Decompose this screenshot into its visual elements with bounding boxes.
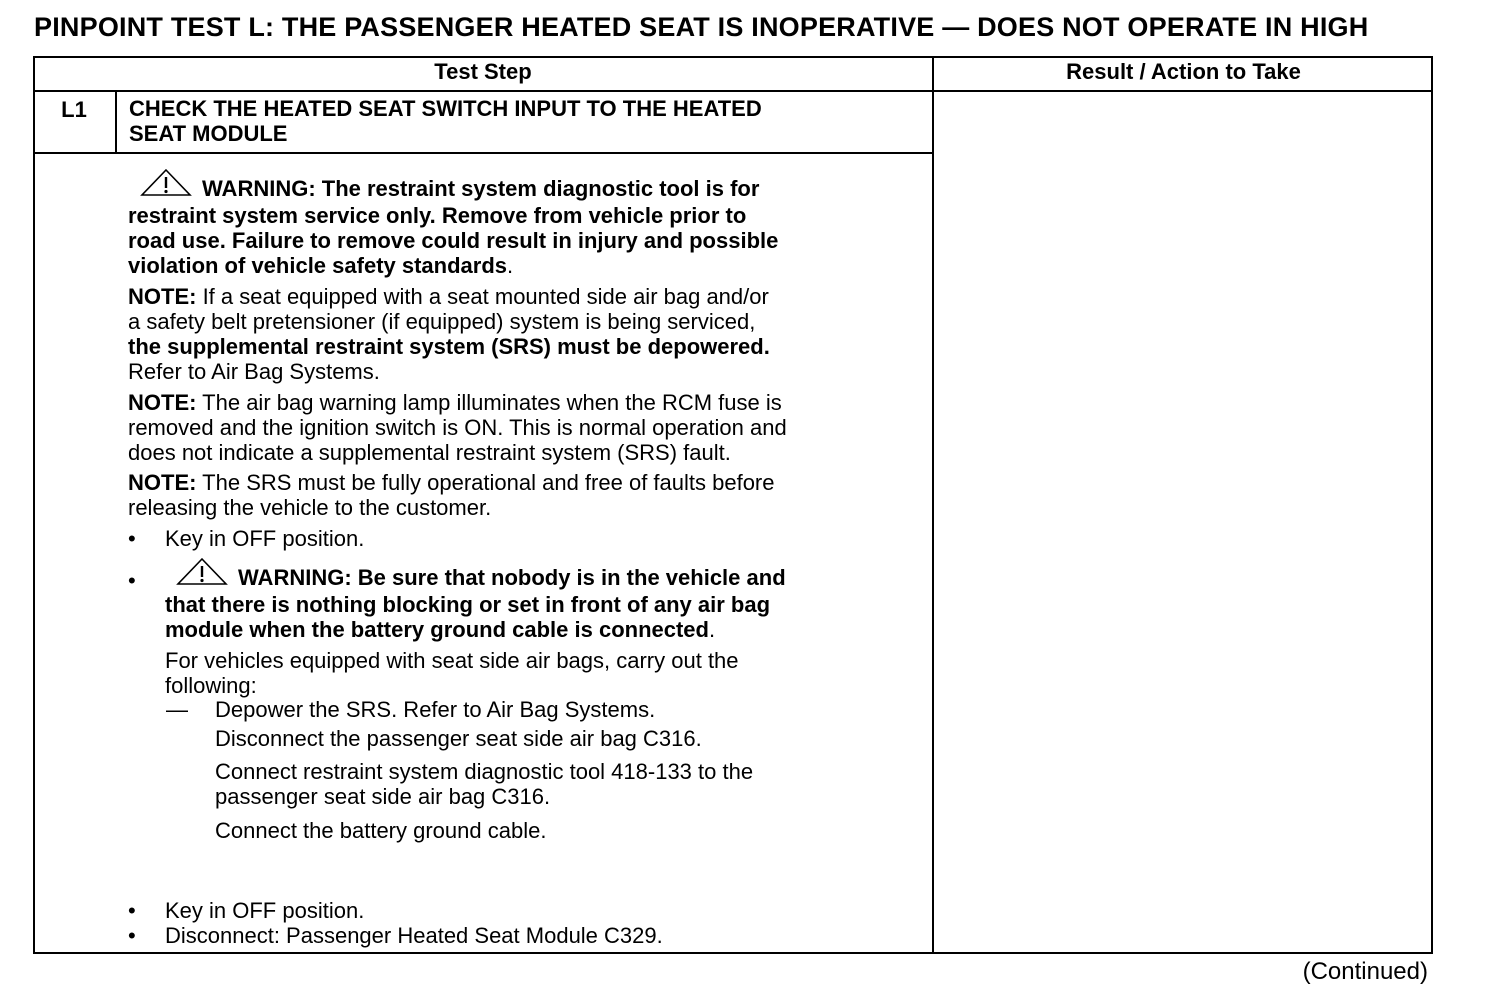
sub-step-connect-tool-line-2: passenger seat side air bag C316. xyxy=(215,784,551,809)
warning-1-line-3: road use. Failure to remove could result in injury and possible xyxy=(128,228,779,253)
note-1-line-3: the supplemental restraint system (SRS) must be depowered. xyxy=(128,334,770,359)
side-airbag-intro-line-1: For vehicles equipped with seat side air bags, carry out the xyxy=(165,648,739,673)
note-2-line-2: removed and the ignition switch is ON. This is normal operation and xyxy=(128,415,787,440)
continued-label: (Continued) xyxy=(1302,958,1428,985)
bullet-marker: • xyxy=(128,898,136,923)
side-airbag-intro-line-2: following: xyxy=(165,673,257,698)
bullet-key-off-final: Key in OFF position. xyxy=(165,898,365,923)
sub-step-connect-battery: Connect the battery ground cable. xyxy=(215,818,547,843)
warning-1-line-4: violation of vehicle safety standards. xyxy=(128,253,514,278)
warning-2-line-3: module when the battery ground cable is connected. xyxy=(165,617,716,642)
dash-marker: — xyxy=(166,697,188,722)
header-divider xyxy=(33,90,1433,92)
warning-1-line-1: WARNING: The restraint system diagnostic tool is for xyxy=(140,168,759,201)
warning-2-line-2: that there is nothing blocking or set in front of any air bag xyxy=(165,592,771,617)
step-title-divider xyxy=(33,152,934,154)
warning-triangle-icon xyxy=(176,557,228,587)
bullet-marker: • xyxy=(128,568,136,593)
sub-step-disconnect-airbag: Disconnect the passenger seat side air bag C316. xyxy=(215,726,702,751)
step-id: L1 xyxy=(61,97,87,122)
note-3-line-2: releasing the vehicle to the customer. xyxy=(128,495,492,520)
note-1-line-1: NOTE: If a seat equipped with a seat mounted side air bag and/or xyxy=(128,284,769,309)
note-3-line-1: NOTE: The SRS must be fully operational and free of faults before xyxy=(128,470,775,495)
note-2-line-1: NOTE: The air bag warning lamp illuminates when the RCM fuse is xyxy=(128,390,782,415)
step-title: CHECK THE HEATED SEAT SWITCH INPUT TO THE HEATED SEAT MODULE xyxy=(129,96,762,146)
note-1-line-2: a safety belt pretensioner (if equipped) system is being serviced, xyxy=(128,309,756,334)
sub-step-depower: Depower the SRS. Refer to Air Bag Systems. xyxy=(215,697,656,722)
bullet-marker: • xyxy=(128,923,136,948)
sub-step-connect-tool-line-1: Connect restraint system diagnostic tool 418-133 to the xyxy=(215,759,754,784)
step-id-divider xyxy=(115,91,117,154)
bullet-marker: • xyxy=(128,526,136,551)
header-result-action: Result / Action to Take xyxy=(1066,59,1301,84)
warning-2-line-1: WARNING: Be sure that nobody is in the vehicle and xyxy=(176,557,786,590)
warning-1-line-2: restraint system service only. Remove from vehicle prior to xyxy=(128,203,747,228)
header-test-step: Test Step xyxy=(434,59,532,84)
note-2-line-3: does not indicate a supplemental restraint system (SRS) fault. xyxy=(128,440,731,465)
bullet-key-off: Key in OFF position. xyxy=(165,526,365,551)
bullet-disconnect-module: Disconnect: Passenger Heated Seat Module C329. xyxy=(165,923,663,948)
warning-triangle-icon xyxy=(140,168,192,198)
column-divider xyxy=(932,56,934,954)
page-title: PINPOINT TEST L: THE PASSENGER HEATED SEAT IS INOPERATIVE — DOES NOT OPERATE IN HIGH xyxy=(34,12,1369,42)
note-1-line-4: Refer to Air Bag Systems. xyxy=(128,359,380,384)
